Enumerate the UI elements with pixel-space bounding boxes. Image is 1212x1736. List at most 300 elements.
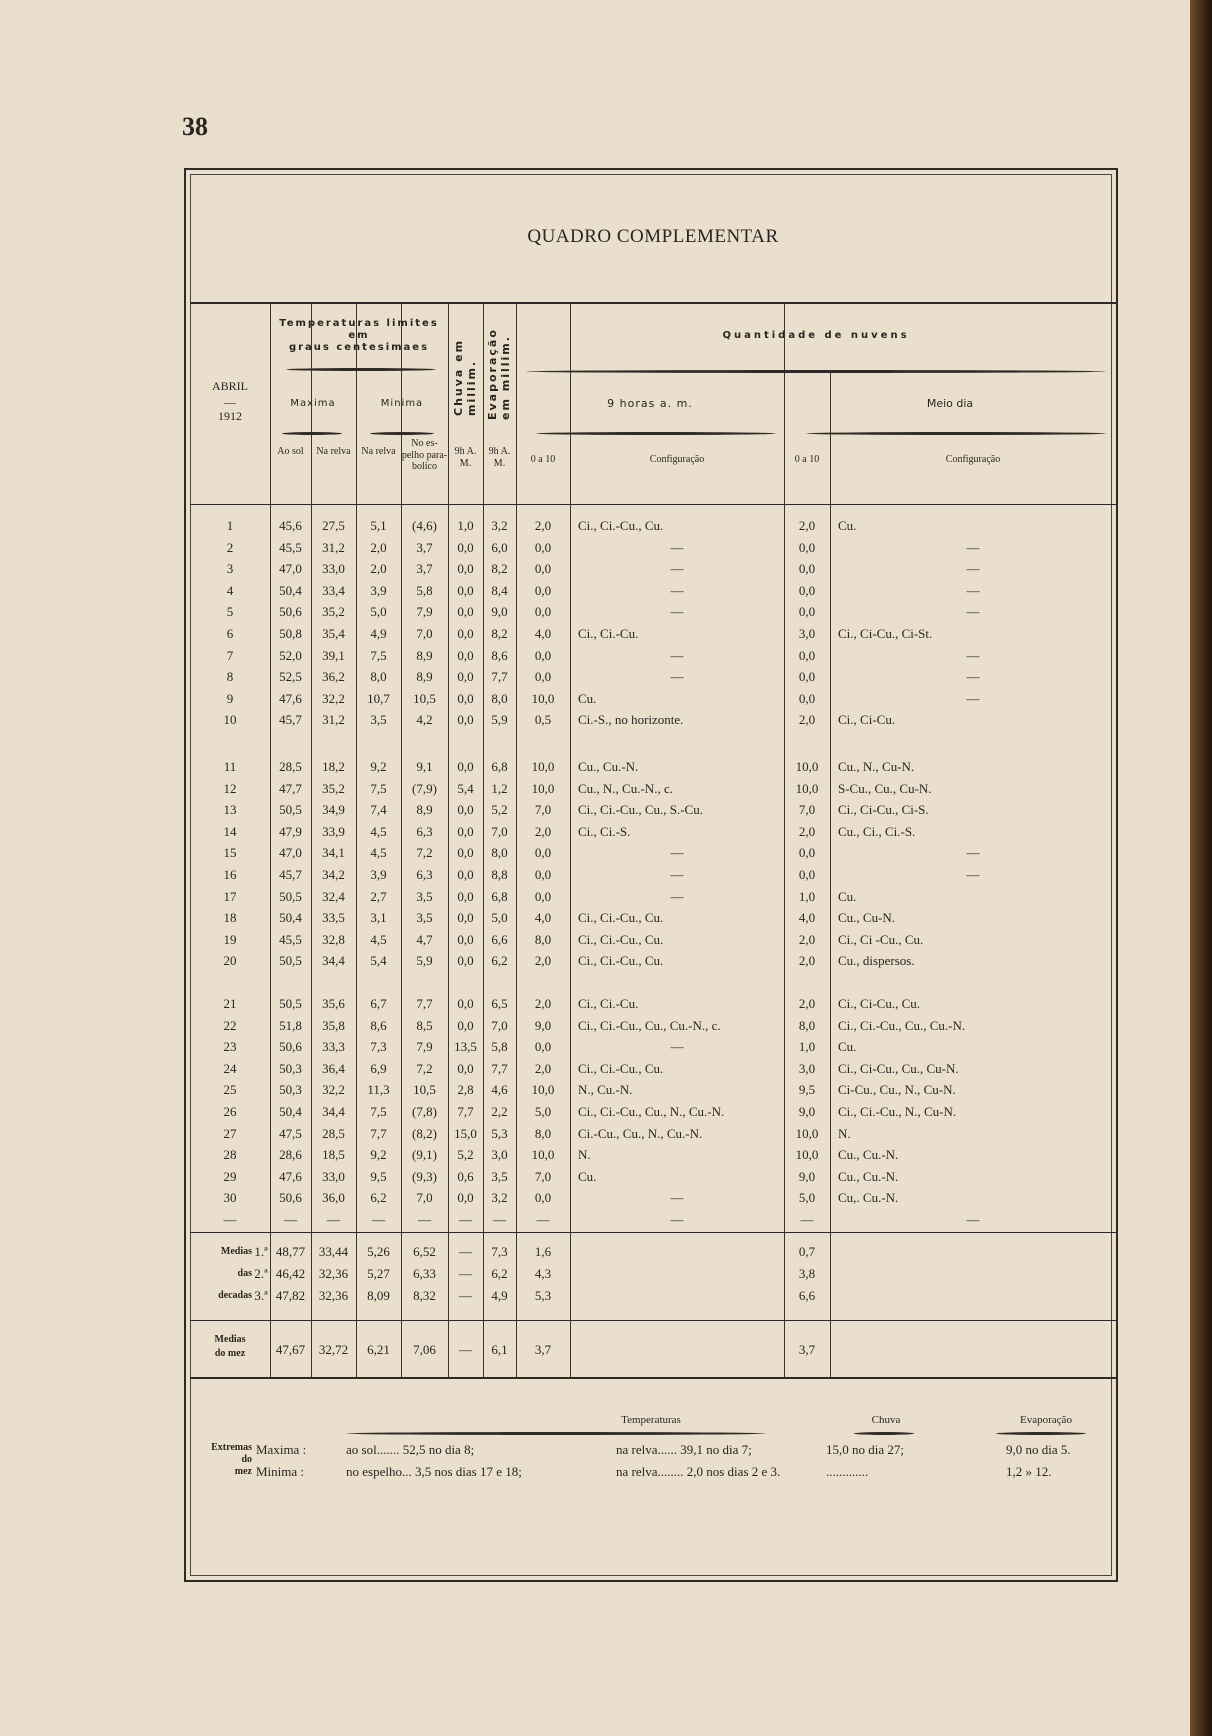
table-cell: 4 [226,582,234,598]
subheader-cell: No es- pelho para- bolico [401,438,448,472]
table-cell: 6,6 [491,931,508,947]
table-cell: 0,0 [534,647,552,663]
table-cell: — [223,1212,237,1227]
page-number: 38 [182,112,208,141]
table-cell: Cu. [838,888,857,904]
table-cell: — [800,1212,814,1227]
table-cell: 28,5 [322,1125,345,1141]
table-cell: 10,0 [795,780,819,796]
table-cell: 8,0 [370,669,387,685]
table-cell: 7,9 [416,1039,433,1055]
table-cell: 4,7 [416,931,433,947]
table-cell: 2,0 [534,518,552,533]
table-cell: Cu., N., Cu-N. [838,759,915,774]
table-cell: 47,7 [279,780,302,796]
table-cell: 28 [223,1147,237,1163]
table-cell: 47,0 [279,561,302,577]
table-cell: 9,5 [798,1082,816,1098]
medias-mez-cell: 6,21 [367,1342,390,1357]
table-cell: 39,1 [322,647,345,663]
chuva-label: Chuva em millim. [452,338,478,416]
subheader-cell: 0 a 10 [530,454,556,465]
table-cell: 9,2 [370,1147,387,1163]
medias-decadas-cell: 3.ª [254,1288,268,1303]
medias-decadas-cell: 4,3 [534,1266,552,1281]
table-cell: 0,0 [457,626,474,641]
medias-decadas-cell: — [459,1266,472,1281]
table-cell: 34,2 [322,867,345,882]
table-cell: 0,0 [457,1190,474,1206]
table-cell: 2 [226,539,234,555]
header-flourish [854,1432,914,1435]
table-cell: (9,3) [412,1168,437,1184]
table-cell: 19 [223,931,237,947]
table-cell: 5,9 [491,712,508,728]
table-cell: 0,0 [457,1060,474,1076]
table-cell: Ci., Ci.-Cu., Cu. [578,1060,664,1076]
table-cell: 0,0 [534,1039,552,1055]
table-cell: 9,0 [798,1104,816,1119]
table-cell: Ci., Ci-Cu. [838,712,896,728]
table-cell: — [966,845,980,861]
medias-decadas-cell: — [459,1244,472,1259]
table-cell: N. [838,1125,851,1141]
table-cell: — [670,669,684,685]
table-cell: 9 [226,690,234,706]
table-cell: 10,0 [531,690,555,706]
table-cell: 10 [223,712,237,728]
subheader-cell: Na relva [361,446,396,457]
table-cell: 5,8 [491,1039,508,1055]
table-cell: — [670,867,684,882]
book-spine [1190,0,1212,1736]
table-cell: — [966,867,980,882]
table-cell: 0,5 [534,712,552,728]
table-cell: 2,0 [534,953,552,969]
table-cell: 45,7 [279,867,302,882]
table-cell: — [966,539,980,555]
table-cell: 10,0 [531,780,555,796]
table-cell: 24 [223,1060,237,1076]
table-cell: 4,5 [370,931,387,947]
table-cell: 7,7 [457,1104,474,1119]
table-cell: 33,0 [322,561,345,577]
table-cell: 5,0 [534,1104,552,1119]
table-cell: Ci., Ci.-Cu., Cu. [578,910,664,926]
table-cell: 50,4 [279,910,302,926]
table-cell: 0,0 [457,539,474,555]
table-cell: 8,0 [491,845,508,861]
table-cell: 7,7 [491,1060,508,1076]
table-cell: 12 [223,780,237,796]
table-cell: 0,0 [798,539,816,555]
table-cell: 33,5 [322,910,345,926]
table-cell: 16 [223,867,237,882]
table-cell: 7,3 [370,1039,387,1055]
table-cell: 29 [223,1168,237,1184]
table-cell: 9,1 [416,759,433,774]
table-cell: 50,5 [279,953,302,969]
table-cell: Ci-Cu., Cu., N., Cu-N. [838,1082,956,1098]
medias-decadas-cell: 1.ª [254,1244,268,1259]
table-cell: 0,0 [457,690,474,706]
table-cell: 9,5 [370,1168,387,1184]
table-cell: (8,2) [412,1125,437,1141]
table-cell: (7,8) [412,1104,437,1119]
subheader-cell: Na relva [316,446,351,457]
table-cell: 7,0 [491,823,508,839]
table-cell: 0,0 [798,669,816,685]
table-cell: 0,0 [798,561,816,577]
table-cell: 18 [223,910,237,926]
table-cell: 0,0 [534,604,552,620]
table-cell: 4,5 [370,823,387,839]
header-flourish [370,432,434,435]
table-cell: 0,0 [457,604,474,620]
table-cell: 8,4 [491,582,508,598]
table-cell: 10,0 [795,1125,819,1141]
table-cell: 5 [226,604,234,620]
medias-mez-cell: 3,7 [798,1342,816,1357]
table-cell: 52,0 [279,647,302,663]
table-cell: Ci., Ci.-Cu., N., Cu-N. [838,1104,957,1119]
title-rule [190,302,1116,304]
table-cell: 8,9 [416,647,433,663]
table-cell: Ci., Ci.-Cu., Cu. [578,931,664,947]
table-cell: 5,0 [370,604,387,620]
table-cell: 50,4 [279,582,302,598]
table-cell: 35,6 [322,996,345,1011]
table-cell: 45,5 [279,931,302,947]
table-cell: 28,6 [279,1147,302,1163]
table-cell: Ci., Ci.-Cu., Cu., N., Cu.-N. [578,1104,725,1119]
extremas-cell: Minima : [256,1464,305,1479]
medias-decadas-label: decadas [218,1290,252,1301]
extremas-cell: 15,0 no dia 27; [826,1442,904,1457]
table-cell: — [284,1212,297,1227]
table-cell: 10,0 [531,759,555,774]
table-cell: — [670,845,684,861]
subheader-cell: 9h A. M. [488,446,511,469]
table-cell: 33,4 [322,582,345,598]
table-cell: 52,5 [279,669,302,685]
table-cell: 5,0 [491,910,508,926]
table-cell: 6,9 [370,1060,387,1076]
table-cell: Cu., N., Cu.-N., c. [578,780,673,796]
table-cell: 2,8 [457,1082,474,1098]
table-cell: 50,3 [279,1060,302,1076]
table-cell: 2,0 [798,518,816,533]
table-cell: — [966,647,980,663]
table-cell: 0,0 [457,867,474,882]
subheader-cell: 9h A. M. [454,446,477,469]
table-cell: 7,0 [534,802,552,818]
table-cell: 6,3 [416,823,433,839]
table-cell: 3,0 [491,1147,508,1163]
table-cell: Cu., Ci., Ci.-S. [838,823,916,839]
medias-decadas-cell: 46,42 [275,1266,306,1281]
table-cell: 9,0 [534,1017,552,1033]
table-cell: 2,7 [370,888,387,904]
table-cell: 0,0 [457,888,474,904]
table-cell: 0,0 [457,953,474,969]
medias-decadas-cell: 33,44 [318,1244,349,1259]
extremas-label: mez [234,1466,252,1477]
medias-decadas-cell: 6,33 [413,1266,436,1281]
table-cell: — [670,1212,684,1227]
table-cell: 6,5 [491,996,508,1011]
table-cell: 26 [223,1104,237,1119]
table-cell: 31,2 [322,712,345,728]
table-cell: 5,4 [457,780,474,796]
table-cell: — [327,1212,340,1227]
table-cell: 50,6 [279,1190,302,1206]
medias-mez-cell: 32,72 [318,1342,349,1357]
table-cell: — [670,604,684,620]
table-cell: 6,8 [491,759,508,774]
table-cell: — [670,1190,684,1206]
table-cell: Ci., Ci.-Cu. [578,996,639,1011]
table-cell: 1 [226,518,234,533]
minima-label: Minima [380,398,424,409]
table-cell: 0,0 [534,582,552,598]
table-cell: 32,2 [322,690,345,706]
table-cell: 21 [223,996,237,1011]
medias-mez-label: do mez [214,1348,246,1359]
table-cell: 10,7 [367,690,390,706]
table-cell: 6,2 [491,953,508,969]
table-cell: Cu., dispersos. [838,953,915,969]
table-cell: 8,8 [491,867,508,882]
table-cell: 8,0 [534,931,552,947]
table-cell: — [966,604,980,620]
table-cell: 11,3 [367,1082,390,1098]
table-cell: 5,1 [370,518,387,533]
table-cell: 7,2 [416,845,433,861]
table-cell: 4,0 [534,910,552,926]
extremas-cell: no espelho... 3,5 nos dias 17 e 18; [346,1464,522,1479]
table-cell: 5,9 [416,953,433,969]
table-cell: 7,5 [370,780,387,796]
table-cell: 0,6 [457,1168,474,1184]
table-cell: 0,0 [534,669,552,685]
subheader-cell: Ao sol [277,446,304,457]
table-cell: 2,0 [798,996,816,1011]
table-cell: 0,0 [798,647,816,663]
table-cell: 4,0 [798,910,816,926]
medias-decadas-cell: 5,26 [367,1244,390,1259]
table-cell: 50,3 [279,1082,302,1098]
table-cell: 1,2 [491,780,508,796]
extremas-col-temperaturas: Temperaturas [621,1414,681,1426]
table-cell: 3,7 [416,561,433,577]
medias-mez-cell: 47,67 [275,1342,306,1357]
table-cell: — [670,647,684,663]
table-cell: 51,8 [279,1017,302,1033]
table-cell: 0,0 [798,845,816,861]
table-cell: Ci., Ci.-Cu., Cu. [578,518,664,533]
table-cell: 8,0 [491,690,508,706]
table-cell: 34,4 [322,1104,345,1119]
table-cell: 7,5 [370,1104,387,1119]
table-cell: 2,0 [798,712,816,728]
table-cell: 6,2 [370,1190,387,1206]
table-cell: 27,5 [322,518,345,533]
table-cell: 36,2 [322,669,345,685]
medias-mez-cell: 7,06 [413,1342,436,1357]
table-cell: 10,0 [795,1147,819,1163]
table-cell: N., Cu.-N. [578,1082,633,1098]
table-title: QUADRO COMPLEMENTAR [527,226,779,247]
table-cell: Ci.-Cu., Cu., N., Cu.-N. [578,1125,703,1141]
table-cell: 45,6 [279,518,302,533]
table-cell: 8,2 [491,561,508,577]
medias-decadas-cell: 0,7 [798,1244,816,1259]
table-cell: 33,0 [322,1168,345,1184]
table-cell: 3,5 [416,888,433,904]
table-cell: 0,0 [798,690,816,706]
extremas-cell: na relva........ 2,0 nos dias 2 e 3. [616,1464,781,1479]
table-cell: 32,4 [322,888,345,904]
table-cell: 33,3 [322,1039,345,1055]
table-cell: 35,2 [322,780,345,796]
table-cell: 7,4 [370,802,387,818]
table-cell: Cu., Cu.-N. [838,1147,899,1163]
table-cell: 47,0 [279,845,302,861]
table-cell: 27 [223,1125,237,1141]
table-cell: 0,0 [457,759,474,774]
table-cell: 1,0 [798,1039,816,1055]
table-cell: 18,2 [322,759,345,774]
medias-top-rule [190,1232,1116,1233]
table-cell: 10,0 [531,1147,555,1163]
table-cell: — [966,582,980,598]
table-cell: 18,5 [322,1147,345,1163]
table-cell: Cu., Cu.-N. [578,759,639,774]
header-flourish [282,432,342,435]
temp-group-label: graus centesimaes [288,342,430,353]
extremas-cell: ............. [826,1464,869,1479]
table-cell: 45,5 [279,539,302,555]
table-cell: Ci., Ci-Cu., Ci-St. [838,626,933,641]
table-cell: — [966,561,980,577]
table-cell: (4,6) [412,518,437,533]
table-cell: 0,0 [457,845,474,861]
table-cell: — [418,1212,431,1227]
table-cell: 4,5 [370,845,387,861]
table-cell: 0,0 [534,845,552,861]
table-cell: Ci., Ci-Cu., Cu., Cu-N. [838,1060,959,1076]
table-cell: 36,0 [322,1190,345,1206]
table-cell: 2,0 [370,561,387,577]
table-cell: 2,0 [534,1060,552,1076]
medias-mez-cell: 3,7 [534,1342,552,1357]
table-cell: — [966,1212,980,1227]
medias-decadas-cell: 47,82 [275,1288,306,1303]
medias-decadas-cell: 48,77 [275,1244,306,1259]
table-cell: 22 [223,1017,237,1033]
table-cell: 47,6 [279,1168,302,1184]
table-cell: 0,0 [457,561,474,577]
table-cell: 33,9 [322,823,345,839]
table-cell: 28,5 [279,759,302,774]
table-cell: 4,0 [534,626,552,641]
extremas-cell: Maxima : [256,1442,307,1457]
table-cell: 9,2 [370,759,387,774]
medias-decadas-cell: 32,36 [318,1288,349,1303]
medias-mez-cell: — [459,1342,472,1357]
extremas-label: do [241,1454,252,1465]
medias-decadas-cell: 1,6 [534,1244,552,1259]
table-cell: — [670,888,684,904]
table-cell: — [536,1212,550,1227]
table-cell: (7,9) [412,780,437,796]
table-cell: 15,0 [454,1125,477,1141]
month-label: ABRIL [212,379,248,393]
table-cell: 13,5 [454,1039,477,1055]
table-cell: (9,1) [412,1147,437,1163]
table-cell: 3,9 [370,582,387,598]
table-cell: — [372,1212,385,1227]
table-cell: 0,0 [798,582,816,598]
table-cell: 50,5 [279,802,302,818]
table-cell: 8,6 [370,1017,387,1033]
table-cell: 50,4 [279,1104,302,1119]
medias-decadas-cell: 3,8 [798,1266,816,1281]
table-cell: 10,5 [413,690,436,706]
table-cell: 45,7 [279,712,302,728]
table-cell: Cu., Cu.-N. [838,1168,899,1184]
table-cell: 50,5 [279,888,302,904]
table-cell: 23 [223,1039,237,1055]
table-cell: Ci., Ci-Cu., Ci-S. [838,802,929,818]
table-cell: — [966,669,980,685]
table-cell: 6,7 [370,996,387,1011]
subheader-cell: Configuração [945,454,1001,465]
table-cell: 7,7 [491,669,508,685]
extremas-cell: 1,2 » 12. [1006,1464,1052,1479]
table-cell: 9,0 [798,1168,816,1184]
table-cell: 3 [226,561,234,577]
table-cell: 35,2 [322,604,345,620]
table-cell: 6 [226,626,234,641]
table-cell: 3,1 [370,910,387,926]
table-cell: 34,9 [322,802,345,818]
table-cell: Cu. [578,1168,597,1184]
extremas-cell: na relva...... 39,1 no dia 7; [616,1442,752,1457]
table-cell: — [670,582,684,598]
table-cell: Cu. [838,518,857,533]
medias-decadas-cell: 5,3 [534,1288,552,1303]
table-cell: 20 [223,953,237,969]
table-cell: 0,0 [457,996,474,1011]
medias-decadas-label: Medias [220,1246,252,1257]
table-cell: 35,4 [322,626,345,641]
table-cell: 0,0 [457,910,474,926]
table-cell: Cu., Cu-N. [838,910,896,926]
table-cell: N. [578,1147,591,1163]
table-cell: 0,0 [534,888,552,904]
table-cell: 7,0 [798,802,816,818]
table-cell: 0,0 [457,931,474,947]
table-cell: 7,0 [416,1190,433,1206]
medias-decadas-cell: 6,52 [413,1244,436,1259]
table-cell: 14 [223,823,237,839]
table-cell: 4,6 [491,1082,508,1098]
table-cell: Cu,. Cu.-N. [838,1190,899,1206]
table-cell: 7,7 [370,1125,387,1141]
table-cell: 7 [226,647,234,663]
